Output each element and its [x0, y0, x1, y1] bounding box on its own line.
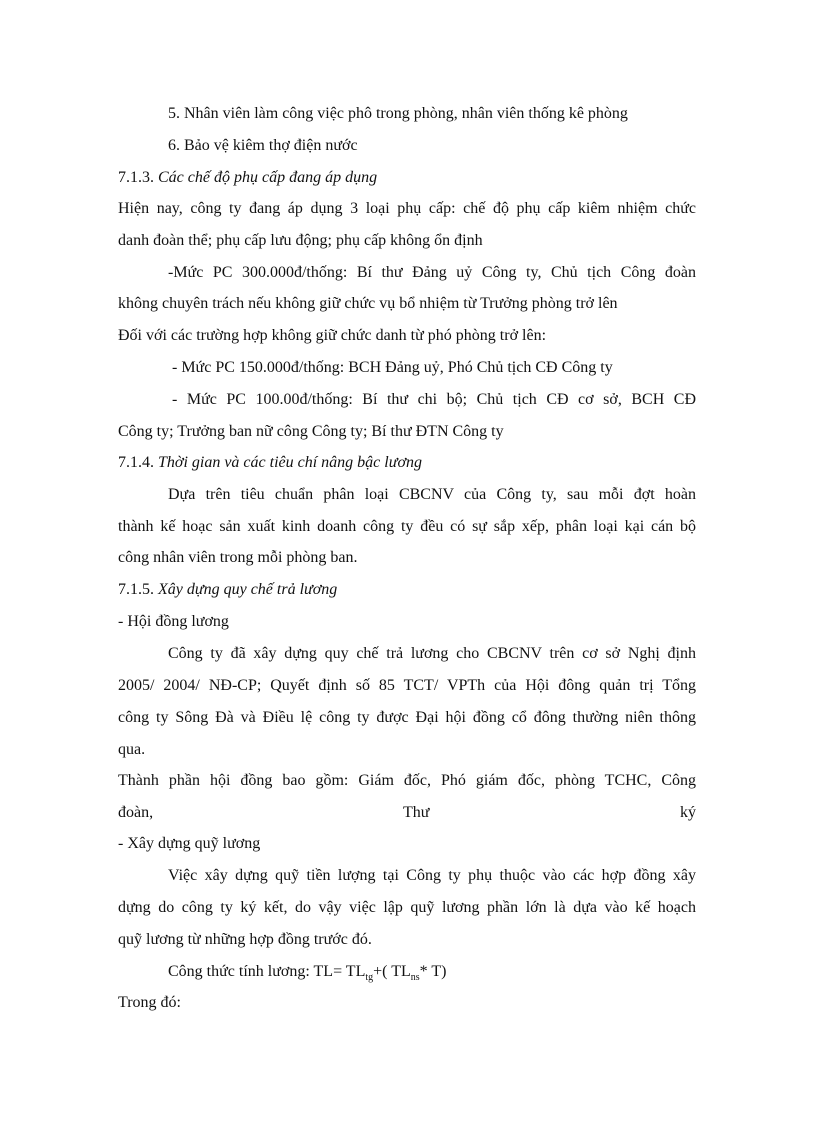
text-fragment: đoàn,: [118, 804, 154, 821]
paragraph-line: Trong đó:: [118, 994, 181, 1011]
section-heading-7-1-3: [118, 168, 696, 188]
list-item-5: 5. Nhân viên làm công việc phô trong phòng, nhân viên thống kê phòng: [168, 105, 628, 122]
section-heading-7-1-4: [118, 453, 696, 473]
paragraph-line: Dựa trên tiêu chuẩn phân loại CBCNV của Công ty, sau mỗi đợt hoàn: [168, 486, 696, 503]
section-number: 7.1.4.: [118, 454, 154, 471]
paragraph-line: Thành phần hội đồng bao gồm: Giám đốc, Phó giám đốc, phòng TCHC, Công: [118, 772, 696, 789]
salary-formula: [168, 962, 696, 982]
paragraph-line: danh đoàn thể; phụ cấp lưu động; phụ cấp không ổn định: [118, 232, 483, 249]
paragraph-line: dựng do công ty ký kết, do vậy việc lập quỹ lương phần lớn là dựa vào kế hoạch: [118, 899, 696, 916]
paragraph-line: không chuyên trách nếu không giữ chức vụ bổ nhiệm từ Trưởng phòng trở lên: [118, 295, 618, 312]
formula-text: Công thức tính lương: TL= TL: [168, 963, 366, 980]
section-title: Thời gian và các tiêu chí nâng bậc lương: [158, 454, 422, 471]
paragraph-line: Việc xây dựng quỹ tiền lượng tại Công ty phụ thuộc vào các hợp đồng xây: [168, 867, 696, 884]
section-title: Xây dựng quy chế trả lương: [158, 581, 338, 598]
text-fragment: ký: [680, 804, 696, 821]
paragraph-line: -Mức PC 300.000đ/thống: Bí thư Đảng uỷ Công ty, Chủ tịch Công đoàn: [168, 264, 696, 281]
formula-text: * T): [419, 963, 447, 980]
paragraph-line: 2005/ 2004/ NĐ-CP; Quyết định số 85 TCT/ VPTh của Hội đông quản trị Tổng: [118, 677, 696, 694]
section-title: Các chế độ phụ cấp đang áp dụng: [158, 169, 378, 186]
paragraph-line: Công ty; Trưởng ban nữ công Công ty; Bí thư ĐTN Công ty: [118, 423, 504, 440]
formula-text: +( TL: [373, 963, 411, 980]
section-number: 7.1.5.: [118, 581, 154, 598]
paragraph-line: - Mức PC 150.000đ/thống: BCH Đảng uỷ, Phó Chủ tịch CĐ Công ty: [172, 359, 613, 376]
paragraph-line: qua.: [118, 741, 146, 758]
subheading: - Hội đồng lương: [118, 613, 229, 630]
subheading: - Xây dựng quỹ lương: [118, 835, 261, 852]
paragraph-line: Đối với các trường hợp không giữ chức danh từ phó phòng trở lên:: [118, 327, 547, 344]
paragraph-line: - Mức PC 100.00đ/thống: Bí thư chi bộ; Chủ tịch CĐ cơ sở, BCH CĐ: [172, 391, 696, 408]
paragraph-line: thành kế hoạc sản xuất kinh doanh công ty đều có sự sắp xếp, phân loại kại cán bộ: [118, 518, 696, 535]
paragraph-line: Công ty đã xây dựng quy chế trả lương cho CBCNV trên cơ sở Nghị định: [168, 645, 696, 662]
text-fragment: Thư: [403, 804, 430, 821]
section-heading-7-1-5: [118, 580, 696, 600]
paragraph-line: công ty Sông Đà và Điều lệ công ty được Đại hội đồng cổ đông thường niên thông: [118, 709, 696, 726]
paragraph-line: quỹ lương từ những hợp đồng trước đó.: [118, 931, 372, 948]
paragraph-line: công nhân viên trong mỗi phòng ban.: [118, 549, 358, 566]
paragraph-line: Hiện nay, công ty đang áp dụng 3 loại phụ cấp: chế độ phụ cấp kiêm nhiệm chức: [118, 200, 696, 217]
formula-subscript: ns: [410, 972, 420, 983]
list-item-6: 6. Bảo vệ kiêm thợ điện nước: [168, 137, 358, 154]
section-number: 7.1.3.: [118, 169, 154, 186]
formula-subscript: tg: [365, 972, 374, 983]
